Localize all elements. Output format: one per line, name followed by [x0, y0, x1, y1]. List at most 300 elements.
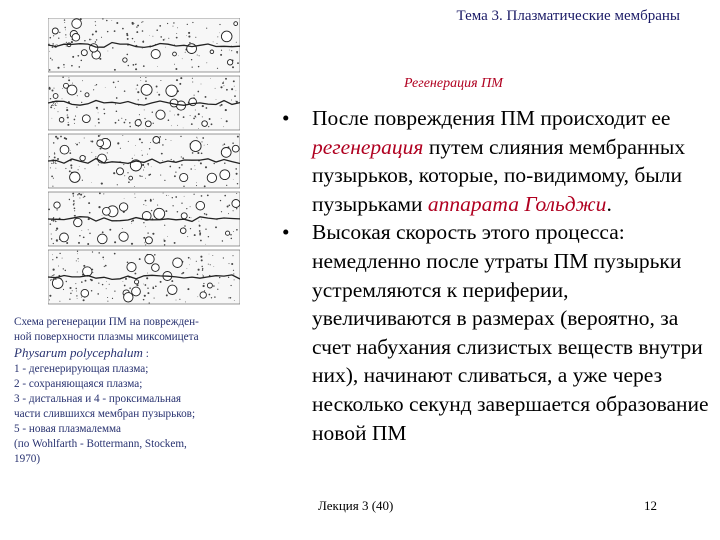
- vesicle: [103, 207, 111, 215]
- speckle-dot: [133, 64, 135, 66]
- speckle-dot: [187, 236, 188, 237]
- speckle-dot: [65, 27, 66, 28]
- speckle-dot: [147, 287, 148, 288]
- speckle-dot: [181, 156, 182, 157]
- speckle-dot: [228, 213, 229, 214]
- speckle-dot: [217, 289, 218, 290]
- speckle-dot: [212, 255, 213, 256]
- speckle-dot: [49, 88, 51, 90]
- vesicle: [227, 60, 232, 65]
- speckle-dot: [182, 157, 184, 159]
- speckle-dot: [198, 66, 199, 67]
- speckle-dot: [116, 22, 118, 24]
- speckle-dot: [173, 22, 174, 23]
- speckle-dot: [230, 234, 232, 236]
- speckle-dot: [237, 53, 238, 54]
- speckle-dot: [125, 119, 126, 120]
- speckle-dot: [167, 23, 168, 24]
- vesicle: [141, 84, 152, 95]
- speckle-dot: [199, 224, 200, 225]
- speckle-dot: [213, 163, 214, 164]
- speckle-dot: [174, 64, 175, 65]
- speckle-dot: [180, 77, 182, 79]
- speckle-dot: [54, 152, 55, 153]
- vesicle: [82, 115, 90, 123]
- speckle-dot: [153, 123, 154, 124]
- speckle-dot: [56, 228, 58, 230]
- speckle-dot: [108, 51, 109, 52]
- speckle-dot: [143, 65, 145, 67]
- speckle-dot: [68, 122, 69, 123]
- vesicle: [60, 145, 69, 154]
- vesicle: [166, 85, 177, 96]
- speckle-dot: [187, 24, 188, 25]
- vesicle: [145, 121, 151, 127]
- speckle-dot: [222, 82, 224, 84]
- speckle-dot: [62, 98, 63, 99]
- speckle-dot: [91, 39, 92, 40]
- speckle-dot: [74, 210, 75, 211]
- speckle-dot: [112, 298, 113, 299]
- speckle-dot: [201, 195, 203, 197]
- speckle-dot: [224, 163, 225, 164]
- vesicle: [129, 176, 133, 180]
- speckle-dot: [68, 77, 69, 78]
- speckle-dot: [237, 136, 239, 138]
- speckle-dot: [205, 229, 206, 230]
- speckle-dot: [141, 142, 143, 144]
- speckle-dot: [65, 168, 66, 169]
- speckle-dot: [95, 85, 96, 86]
- speckle-dot: [52, 59, 53, 60]
- speckle-dot: [188, 32, 190, 34]
- speckle-dot: [166, 195, 167, 196]
- speckle-dot: [236, 193, 237, 194]
- vesicle: [124, 293, 133, 302]
- panel-label: 2c: [51, 100, 58, 109]
- vesicle: [81, 50, 87, 56]
- speckle-dot: [204, 290, 205, 291]
- speckle-dot: [174, 44, 175, 45]
- speckle-dot: [116, 97, 118, 99]
- vesicle: [98, 234, 108, 244]
- speckle-dot: [49, 156, 50, 157]
- speckle-dot: [175, 68, 177, 70]
- speckle-dot: [98, 164, 99, 165]
- speckle-dot: [72, 83, 73, 84]
- speckle-dot: [233, 210, 234, 211]
- speckle-dot: [231, 263, 233, 265]
- speckle-dot: [189, 217, 190, 218]
- speckle-dot: [66, 42, 67, 43]
- speckle-dot: [233, 179, 234, 180]
- speckle-dot: [95, 30, 97, 32]
- speckle-dot: [202, 268, 204, 270]
- speckle-dot: [115, 122, 117, 124]
- caption-item: 3 - дистальная и 4 - проксимальная: [14, 393, 182, 405]
- speckle-dot: [64, 67, 65, 68]
- speckle-dot: [73, 203, 74, 204]
- speckle-dot: [151, 166, 152, 167]
- speckle-dot: [114, 290, 115, 291]
- speckle-dot: [76, 291, 77, 292]
- speckle-dot: [194, 234, 196, 236]
- speckle-dot: [157, 66, 158, 67]
- vesicle: [234, 22, 238, 26]
- speckle-dot: [160, 36, 162, 38]
- speckle-dot: [66, 46, 67, 47]
- speckle-dot: [134, 273, 136, 275]
- speckle-dot: [143, 299, 145, 301]
- speckle-dot: [65, 138, 67, 140]
- speckle-dot: [69, 152, 71, 154]
- speckle-dot: [99, 192, 101, 194]
- speckle-dot: [149, 302, 150, 303]
- speckle-dot: [53, 35, 54, 36]
- speckle-dot: [152, 287, 154, 289]
- speckle-dot: [228, 297, 229, 298]
- speckle-dot: [68, 79, 70, 81]
- speckle-dot: [203, 283, 204, 284]
- speckle-dot: [84, 168, 85, 169]
- speckle-dot: [49, 69, 51, 71]
- bullet-list: [282, 104, 712, 447]
- speckle-dot: [77, 194, 78, 195]
- speckle-dot: [195, 37, 196, 38]
- vesicle: [173, 258, 183, 268]
- speckle-dot: [209, 254, 210, 255]
- speckle-dot: [53, 88, 54, 89]
- speckle-dot: [114, 241, 116, 243]
- speckle-dot: [228, 277, 229, 278]
- speckle-dot: [106, 20, 108, 22]
- vesicle: [80, 155, 85, 160]
- speckle-dot: [113, 172, 115, 174]
- speckle-dot: [88, 202, 90, 204]
- speckle-dot: [96, 84, 97, 85]
- speckle-dot: [198, 269, 200, 271]
- speckle-dot: [52, 118, 53, 119]
- vesicle: [221, 31, 232, 42]
- speckle-dot: [79, 142, 80, 143]
- speckle-dot: [166, 294, 168, 296]
- speckle-dot: [218, 283, 219, 284]
- speckle-dot: [197, 296, 198, 297]
- speckle-dot: [227, 205, 229, 207]
- speckle-dot: [109, 284, 110, 285]
- speckle-dot: [124, 285, 126, 287]
- speckle-dot: [215, 226, 217, 228]
- speckle-dot: [62, 77, 64, 79]
- speckle-dot: [192, 152, 194, 154]
- speckle-dot: [59, 301, 60, 302]
- speckle-dot: [171, 125, 172, 126]
- speckle-dot: [222, 145, 223, 146]
- speckle-dot: [188, 36, 190, 38]
- speckle-dot: [49, 299, 50, 300]
- speckle-dot: [144, 109, 145, 110]
- speckle-dot: [236, 229, 238, 231]
- speckle-dot: [197, 152, 199, 154]
- speckle-dot: [82, 180, 83, 181]
- speckle-dot: [74, 123, 75, 124]
- speckle-dot: [136, 26, 137, 27]
- speckle-dot: [223, 257, 224, 258]
- speckle-dot: [96, 39, 97, 40]
- speckle-dot: [205, 96, 207, 98]
- speckle-dot: [78, 242, 80, 244]
- speckle-dot: [116, 110, 118, 112]
- speckle-dot: [103, 193, 104, 194]
- speckle-dot: [85, 280, 87, 282]
- speckle-dot: [200, 240, 202, 242]
- speckle-dot: [91, 182, 92, 183]
- speckle-dot: [147, 154, 148, 155]
- speckle-dot: [125, 278, 127, 280]
- speckle-dot: [196, 137, 197, 138]
- vesicle: [67, 85, 77, 95]
- speckle-dot: [156, 29, 158, 31]
- speckle-dot: [78, 193, 80, 195]
- speckle-dot: [147, 292, 149, 294]
- vesicle: [74, 218, 82, 226]
- speckle-dot: [165, 210, 167, 212]
- speckle-dot: [206, 28, 207, 29]
- bullet-text: .: [606, 191, 612, 216]
- speckle-dot: [143, 40, 144, 41]
- vesicle: [210, 50, 214, 54]
- speckle-dot: [106, 288, 107, 289]
- speckle-dot: [136, 64, 137, 65]
- speckle-dot: [80, 91, 81, 92]
- speckle-dot: [234, 279, 235, 280]
- speckle-dot: [170, 111, 171, 112]
- vesicle: [180, 228, 186, 234]
- speckle-dot: [87, 243, 89, 245]
- speckle-dot: [201, 152, 203, 154]
- vesicle: [72, 34, 80, 42]
- speckle-dot: [177, 125, 178, 126]
- speckle-dot: [97, 293, 99, 295]
- speckle-dot: [144, 118, 145, 119]
- vesicle: [72, 19, 82, 29]
- speckle-dot: [65, 34, 66, 35]
- speckle-dot: [49, 51, 50, 52]
- speckle-dot: [70, 150, 71, 151]
- vesicle: [207, 283, 212, 288]
- speckle-dot: [194, 95, 195, 96]
- speckle-dot: [230, 297, 232, 299]
- speckle-dot: [225, 109, 227, 111]
- speckle-dot: [135, 145, 136, 146]
- speckle-dot: [233, 273, 234, 274]
- speckle-dot: [155, 285, 157, 287]
- speckle-dot: [123, 281, 124, 282]
- speckle-dot: [207, 194, 209, 196]
- speckle-dot: [80, 194, 82, 196]
- speckle-dot: [143, 237, 145, 239]
- speckle-dot: [144, 167, 145, 168]
- speckle-dot: [139, 114, 140, 115]
- slide-topic: Тема 3. Плазматические мембраны: [456, 8, 680, 24]
- speckle-dot: [114, 69, 116, 71]
- speckle-dot: [134, 155, 135, 156]
- speckle-dot: [208, 264, 209, 265]
- caption-item: 5 - новая плазмалемма: [14, 423, 121, 435]
- speckle-dot: [223, 85, 224, 86]
- vesicle: [127, 263, 136, 272]
- speckle-dot: [105, 87, 106, 88]
- speckle-dot: [235, 168, 237, 170]
- speckle-dot: [64, 19, 65, 20]
- speckle-dot: [141, 22, 142, 23]
- speckle-dot: [202, 105, 204, 107]
- speckle-dot: [84, 196, 86, 198]
- speckle-dot: [102, 215, 103, 216]
- speckle-dot: [143, 169, 144, 170]
- speckle-dot: [77, 55, 79, 57]
- speckle-dot: [92, 272, 93, 273]
- speckle-dot: [72, 290, 73, 291]
- speckle-dot: [140, 80, 141, 81]
- speckle-dot: [107, 152, 108, 153]
- caption-line: Схема регенерации ПМ на поврежден-: [14, 316, 199, 328]
- vesicle: [117, 168, 124, 175]
- speckle-dot: [98, 206, 100, 208]
- speckle-dot: [127, 172, 128, 173]
- speckle-dot: [52, 186, 53, 187]
- speckle-dot: [236, 173, 238, 175]
- speckle-dot: [129, 126, 131, 128]
- speckle-dot: [77, 253, 78, 254]
- speckle-dot: [198, 113, 200, 115]
- speckle-dot: [134, 41, 135, 42]
- speckle-dot: [174, 175, 176, 177]
- speckle-dot: [142, 164, 144, 166]
- speckle-dot: [197, 91, 199, 93]
- speckle-dot: [98, 135, 100, 137]
- speckle-dot: [127, 38, 129, 40]
- speckle-dot: [176, 37, 178, 39]
- speckle-dot: [83, 193, 84, 194]
- speckle-dot: [53, 178, 54, 179]
- speckle-dot: [132, 220, 134, 222]
- speckle-dot: [237, 62, 239, 64]
- speckle-dot: [150, 142, 151, 143]
- speckle-dot: [75, 288, 76, 289]
- speckle-dot: [189, 264, 190, 265]
- speckle-dot: [175, 171, 176, 172]
- speckle-dot: [143, 204, 144, 205]
- speckle-dot: [100, 135, 101, 136]
- speckle-dot: [226, 185, 227, 186]
- speckle-dot: [177, 27, 178, 28]
- speckle-dot: [178, 55, 179, 56]
- speckle-dot: [74, 215, 76, 217]
- speckle-dot: [95, 41, 96, 42]
- speckle-dot: [176, 79, 178, 81]
- bullet-marker: •: [282, 106, 290, 130]
- speckle-dot: [104, 113, 105, 114]
- speckle-dot: [132, 158, 133, 159]
- speckle-dot: [160, 175, 161, 176]
- speckle-dot: [124, 198, 125, 199]
- speckle-dot: [229, 50, 230, 51]
- speckle-dot: [152, 233, 154, 235]
- speckle-dot: [191, 59, 192, 60]
- speckle-dot: [127, 261, 129, 263]
- vesicle: [132, 287, 141, 296]
- speckle-dot: [98, 118, 100, 120]
- speckle-dot: [145, 178, 146, 179]
- speckle-dot: [53, 142, 55, 144]
- speckle-dot: [201, 84, 202, 85]
- figure-panel: [48, 76, 240, 130]
- speckle-dot: [199, 230, 201, 232]
- speckle-dot: [69, 298, 70, 299]
- speckle-dot: [117, 142, 119, 144]
- speckle-dot: [205, 166, 207, 168]
- speckle-dot: [158, 94, 160, 96]
- speckle-dot: [115, 87, 116, 88]
- panel-label: 1c: [51, 42, 58, 51]
- speckle-dot: [206, 214, 207, 215]
- speckle-dot: [107, 297, 108, 298]
- speckle-dot: [139, 175, 140, 176]
- speckle-dot: [72, 56, 74, 58]
- speckle-dot: [145, 98, 147, 100]
- speckle-dot: [197, 274, 199, 276]
- vesicle: [154, 208, 165, 219]
- caption-item: (по Wohlfarth - Bottermann, Stockem,: [14, 438, 187, 450]
- caption-species-line: [14, 345, 266, 362]
- speckle-dot: [56, 257, 58, 259]
- speckle-dot: [153, 199, 154, 200]
- speckle-dot: [194, 115, 196, 117]
- speckle-dot: [134, 186, 135, 187]
- speckle-dot: [203, 285, 205, 287]
- speckle-dot: [76, 295, 77, 296]
- speckle-dot: [77, 251, 78, 252]
- speckle-dot: [51, 176, 53, 178]
- speckle-dot: [76, 260, 77, 261]
- speckle-dot: [176, 33, 177, 34]
- speckle-dot: [81, 60, 83, 62]
- speckle-dot: [113, 82, 115, 84]
- speckle-dot: [148, 165, 149, 166]
- speckle-dot: [71, 65, 73, 67]
- speckle-dot: [221, 50, 222, 51]
- speckle-dot: [70, 158, 71, 159]
- speckle-dot: [214, 296, 215, 297]
- speckle-dot: [124, 175, 125, 176]
- speckle-dot: [147, 232, 148, 233]
- speckle-dot: [83, 197, 84, 198]
- speckle-dot: [149, 148, 150, 149]
- speckle-dot: [107, 31, 108, 32]
- speckle-dot: [213, 42, 214, 43]
- speckle-dot: [219, 32, 220, 33]
- speckle-dot: [52, 254, 53, 255]
- speckle-dot: [233, 270, 234, 271]
- caption-line: ной поверхности плазмы миксомицета: [14, 331, 199, 343]
- speckle-dot: [174, 115, 175, 116]
- speckle-dot: [142, 155, 143, 156]
- speckle-dot: [63, 268, 64, 269]
- speckle-dot: [151, 210, 152, 211]
- speckle-dot: [104, 266, 105, 267]
- footer-lecture: Лекция 3 (40): [318, 498, 394, 513]
